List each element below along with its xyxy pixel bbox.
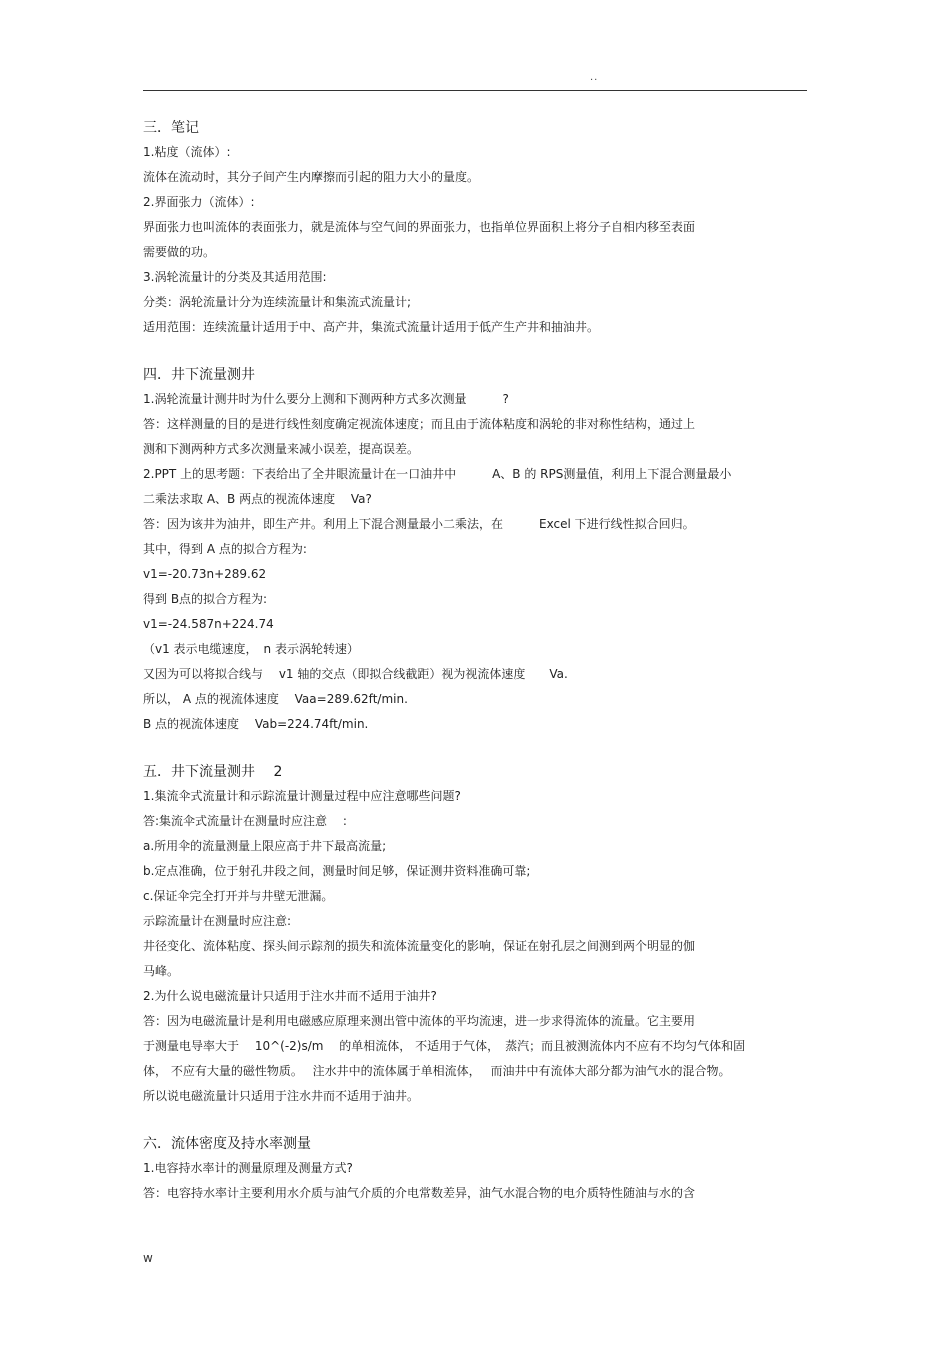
text-line: 答:集流伞式流量计在测量时应注意 : (143, 814, 347, 828)
header-mark: .. (590, 72, 599, 83)
text-line: 1.集流伞式流量计和示踪流量计测量过程中应注意哪些问题? (143, 789, 461, 803)
section-gap (143, 737, 807, 760)
text-line: 1.电容持水率计的测量原理及测量方式? (143, 1161, 353, 1175)
equation-line: v1=-20.73n+289.62 (143, 567, 267, 581)
text-line: 所以， A 点的视流体速度 Vaa=289.62ft/min. (143, 692, 408, 706)
text-line: 答：这样测量的目的是进行线性刻度确定视流体速度；而且由于流体粘度和涡轮的非对称性结构，通过上 (143, 417, 696, 431)
text-line: 2.PPT 上的思考题：下表给出了全井眼流量计在一口油井中 A、B 的 RPS测量值，利用上下混合测量最小 (143, 467, 732, 481)
text-line: 示踪流量计在测量时应注意: (143, 914, 292, 928)
text-line: 又因为可以将拟合线与 v1 轴的交点（即拟合线截距）视为视流体速度 Va. (143, 667, 568, 681)
section-title: 五．井下流量测井 2 (143, 764, 283, 780)
text-line: （v1 表示电缆速度， n 表示涡轮转速） (143, 642, 359, 656)
text-line: 3.涡轮流量计的分类及其适用范围: (143, 270, 327, 284)
text-line: 1.涡轮流量计测井时为什么要分上测和下测两种方式多次测量 ? (143, 392, 509, 406)
section-gap (143, 340, 807, 363)
section-gap (143, 1109, 807, 1132)
text-line: 体， 不应有大量的磁性物质。 注水井中的流体属于单相流体， 而油井中有流体大部分都为油气水的混合物。 (143, 1064, 731, 1078)
text-line: 马峰。 (143, 964, 180, 978)
text-line: 于测量电导率大于 10^(-2)s/m 的单相流体， 不适用于气体， 蒸汽；而且被测流体内不应有不均匀气体和固 (143, 1039, 746, 1053)
text-line: 二乘法求取 A、B 两点的视流体速度 Va? (143, 492, 372, 506)
section-title: 六．流体密度及持水率测量 (143, 1136, 311, 1152)
text-line: 界面张力也叫流体的表面张力，就是流体与空气间的界面张力，也指单位界面积上将分子自相内移至表面 (143, 220, 696, 234)
section-downhole-flow-logging (143, 363, 807, 737)
footer-mark: w (143, 1251, 153, 1265)
text-line: 测和下测两种方式多次测量来减小误差，提高误差。 (143, 442, 420, 456)
text-line: 答：因为该井为油井，即生产井。利用上下混合测量最小二乘法，在 Excel 下进行线性拟合回归。 (143, 517, 695, 531)
text-line: c.保证伞完全打开并与井壁无泄漏。 (143, 889, 334, 903)
text-line: 答：电容持水率计主要利用水介质与油气介质的介电常数差异，油气水混合物的电介质特性随油与水的含 (143, 1186, 696, 1200)
document-body (143, 116, 807, 1206)
text-line: 适用范围：连续流量计适用于中、高产井，集流式流量计适用于低产生产井和抽油井。 (143, 320, 600, 334)
section-notes (143, 116, 807, 340)
equation-line: v1=-24.587n+224.74 (143, 617, 274, 631)
section-fluid-density-water-holdup (143, 1132, 807, 1206)
text-line: 流体在流动时，其分子间产生内摩擦而引起的阻力大小的量度。 (143, 170, 480, 184)
text-line: B 点的视流体速度 Vab=224.74ft/min. (143, 717, 369, 731)
section-downhole-flow-logging-2 (143, 760, 807, 1109)
text-line: b.定点准确，位于射孔井段之间，测量时间足够，保证测井资料准确可靠; (143, 864, 531, 878)
text-line: a.所用伞的流量测量上限应高于井下最高流量; (143, 839, 387, 853)
text-line: 其中，得到 A 点的拟合方程为: (143, 542, 307, 556)
text-line: 答：因为电磁流量计是利用电磁感应原理来测出管中流体的平均流速，进一步求得流体的流量。它主要用 (143, 1014, 696, 1028)
text-line: 2.为什么说电磁流量计只适用于注水井而不适用于油井? (143, 989, 437, 1003)
text-line: 1.粘度（流体）: (143, 145, 231, 159)
text-line: 需要做的功。 (143, 245, 216, 259)
section-title: 三．笔记 (143, 120, 199, 136)
text-line: 井径变化、流体粘度、探头间示踪剂的损失和流体流量变化的影响，保证在射孔层之间测到两个明显的伽 (143, 939, 696, 953)
text-line: 所以说电磁流量计只适用于注水井而不适用于油井。 (143, 1089, 420, 1103)
section-title: 四．井下流量测井 (143, 367, 255, 383)
text-line: 得到 B点的拟合方程为: (143, 592, 268, 606)
text-line: 2.界面张力（流体）: (143, 195, 255, 209)
header-rule (143, 90, 807, 91)
text-line: 分类：涡轮流量计分为连续流量计和集流式流量计; (143, 295, 412, 309)
